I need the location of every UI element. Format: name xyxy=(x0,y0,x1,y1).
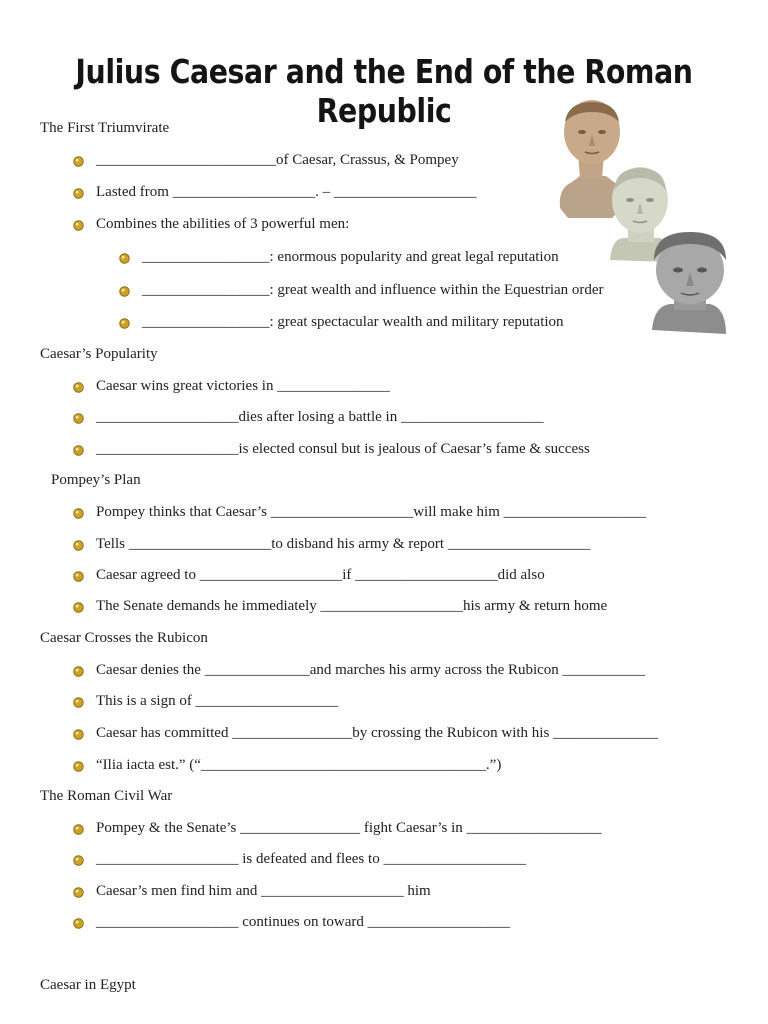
bullet-icon xyxy=(73,413,84,424)
section-heading-caesars-popularity: Caesar’s Popularity xyxy=(40,346,158,362)
bullet-icon xyxy=(73,382,84,393)
bullet-icon xyxy=(73,697,84,708)
list-item: Caesar wins great victories in _______________ xyxy=(96,378,390,394)
list-item: Pompey thinks that Caesar’s ___________________will make him ___________________ xyxy=(96,504,647,520)
bullet-icon xyxy=(73,220,84,231)
page-title: Julius Caesar and the End of the Roman Republic xyxy=(75,52,693,130)
list-item: Lasted from ___________________. – ___________________ xyxy=(96,184,477,200)
list-item: Combines the abilities of 3 powerful men: xyxy=(96,216,350,232)
caesar-bust xyxy=(560,100,621,218)
bullet-icon xyxy=(73,156,84,167)
bullet-icon xyxy=(73,918,84,929)
bullet-icon xyxy=(119,318,130,329)
list-item: _________________: enormous popularity and great legal reputation xyxy=(142,249,559,265)
list-item: ________________________of Caesar, Crassus, & Pompey xyxy=(96,152,459,168)
list-item: Pompey & the Senate’s ________________ fight Caesar’s in __________________ xyxy=(96,820,602,836)
bullet-icon xyxy=(73,445,84,456)
list-item: Caesar agreed to ___________________if ___________________did also xyxy=(96,567,545,583)
bullet-icon xyxy=(119,253,130,264)
bullet-icon xyxy=(73,602,84,613)
list-item: Caesar denies the ______________and marches his army across the Rubicon ___________ xyxy=(96,662,646,678)
list-item: ___________________is elected consul but is jealous of Caesar’s fame & success xyxy=(96,441,590,457)
section-heading-roman-civil-war: The Roman Civil War xyxy=(40,788,173,804)
list-item: Caesar’s men find him and ___________________ him xyxy=(96,883,431,899)
list-item: _________________: great spectacular wealth and military reputation xyxy=(142,314,564,330)
section-heading-pompeys-plan: Pompey’s Plan xyxy=(51,472,141,488)
section-heading-caesar-crosses-rubicon: Caesar Crosses the Rubicon xyxy=(40,630,208,646)
list-item: “Ilia iacta est.” (“______________________________________.”) xyxy=(96,757,502,773)
bullet-icon xyxy=(73,666,84,677)
list-item: _________________: great wealth and influence within the Equestrian order xyxy=(142,282,604,298)
bullet-icon xyxy=(73,540,84,551)
list-item: Tells ___________________to disband his army & report ___________________ xyxy=(96,536,591,552)
bullet-icon xyxy=(119,286,130,297)
list-item: ___________________ is defeated and flees to ___________________ xyxy=(96,851,526,867)
section-heading-caesar-in-egypt: Caesar in Egypt xyxy=(40,977,136,993)
roman-busts-image xyxy=(550,98,735,343)
bullet-icon xyxy=(73,571,84,582)
list-item: ___________________dies after losing a battle in ___________________ xyxy=(96,409,544,425)
list-item: The Senate demands he immediately ___________________his army & return home xyxy=(96,598,608,614)
list-item: Caesar has committed ________________by crossing the Rubicon with his ______________ xyxy=(96,725,659,741)
bullet-icon xyxy=(73,887,84,898)
bullet-icon xyxy=(73,188,84,199)
section-heading-first-triumvirate: The First Triumvirate xyxy=(40,120,170,136)
pompey-bust xyxy=(652,232,726,334)
list-item: ___________________ continues on toward ___________________ xyxy=(96,914,511,930)
bullet-icon xyxy=(73,855,84,866)
bullet-icon xyxy=(73,761,84,772)
list-item: This is a sign of ___________________ xyxy=(96,693,339,709)
bullet-icon xyxy=(73,824,84,835)
bullet-icon xyxy=(73,729,84,740)
bullet-icon xyxy=(73,508,84,519)
